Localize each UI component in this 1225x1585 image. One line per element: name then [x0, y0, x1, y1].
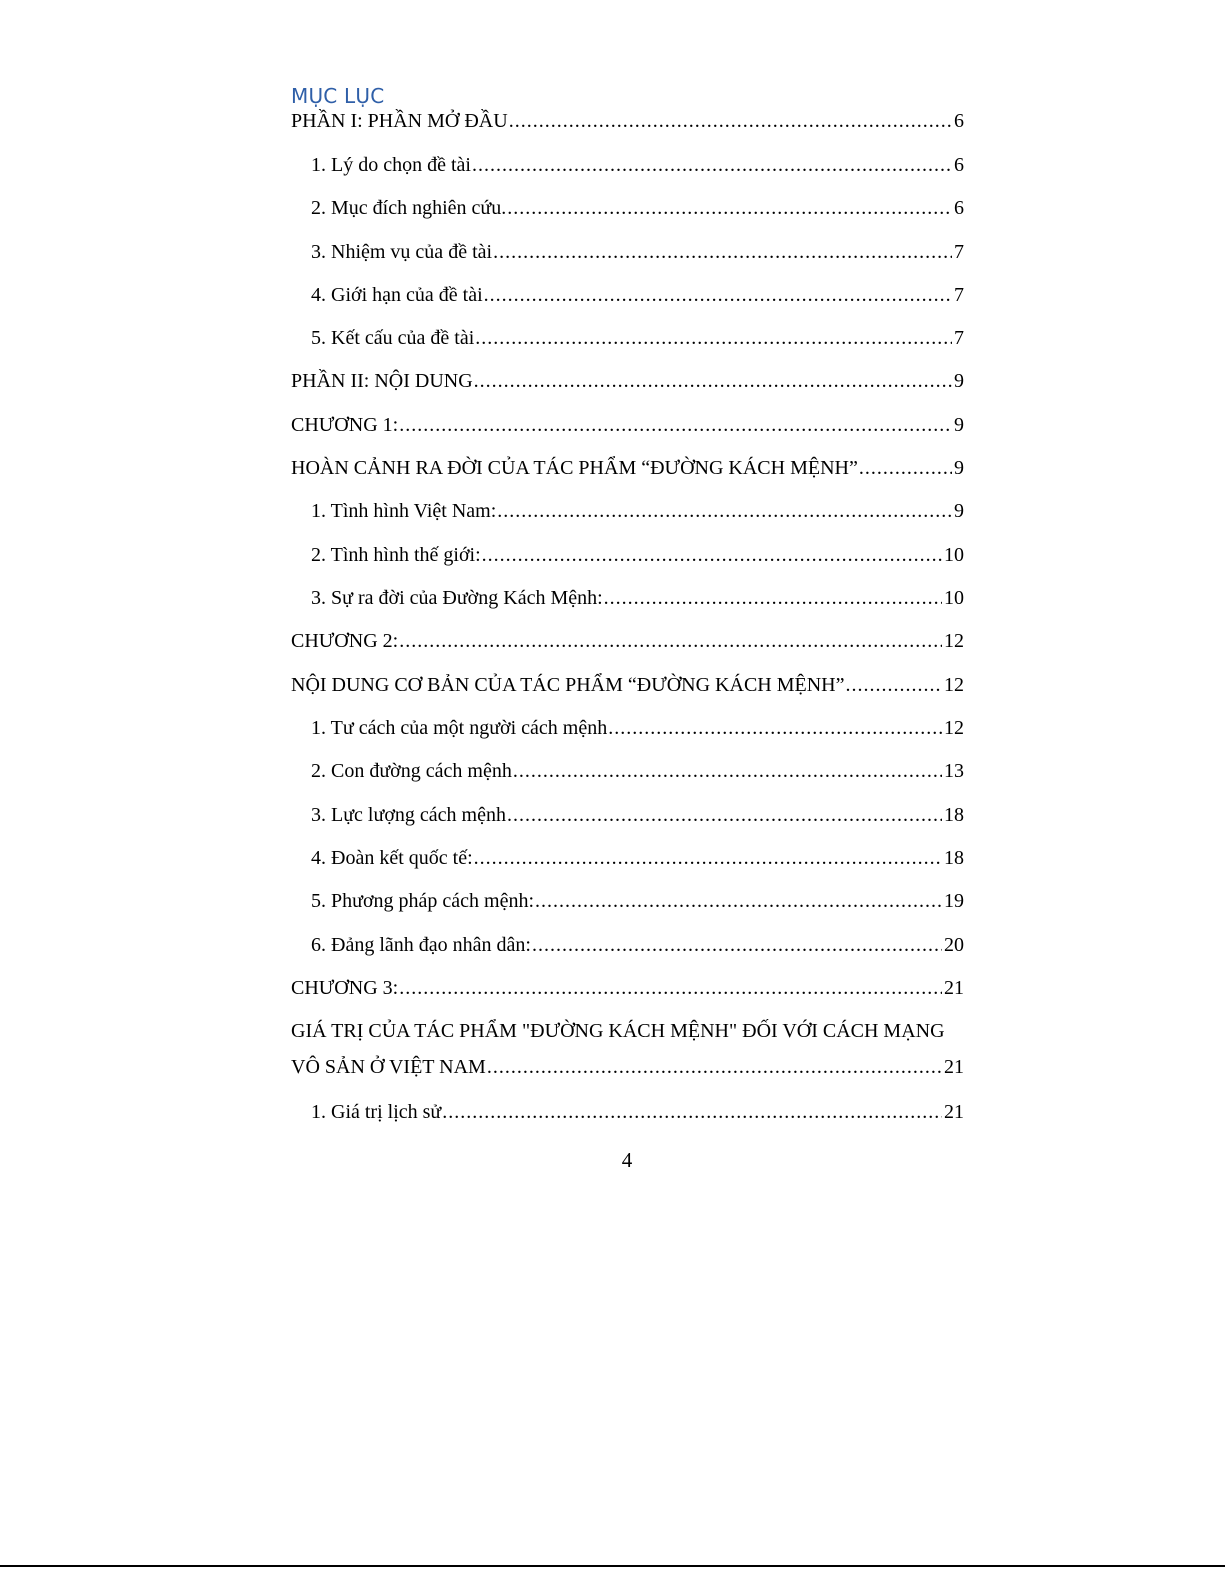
toc-entry-title: 5. Kết cấu của đề tài	[311, 327, 475, 349]
toc-entry-page: 9	[954, 414, 964, 436]
toc-entry-line1[interactable]	[291, 1020, 964, 1050]
dot-leader	[507, 804, 942, 827]
toc-entry[interactable]	[291, 717, 964, 747]
dot-leader	[399, 630, 942, 653]
toc-entry[interactable]	[291, 154, 964, 184]
dot-leader	[507, 197, 952, 220]
toc-entry-page: 18	[944, 847, 964, 869]
dot-leader	[859, 457, 952, 480]
dot-leader	[484, 284, 952, 307]
dot-leader	[608, 717, 942, 740]
toc-entry[interactable]	[291, 804, 964, 834]
toc-entry-title: CHƯƠNG 1:	[291, 414, 399, 436]
toc-entry[interactable]	[291, 327, 964, 357]
toc-entry[interactable]	[291, 1101, 964, 1131]
toc-entry[interactable]	[291, 934, 964, 964]
toc-entry[interactable]	[291, 457, 964, 487]
toc-entry-page: 12	[944, 630, 964, 652]
toc-heading: MỤC LỤC	[291, 84, 385, 108]
toc-entry-page: 18	[944, 804, 964, 826]
toc-entry-title: 3. Lực lượng cách mệnh	[311, 804, 506, 826]
toc-entry[interactable]	[291, 544, 964, 574]
toc-entry[interactable]	[291, 630, 964, 660]
dot-leader	[535, 890, 942, 913]
toc-entry-title: 1. Lý do chọn đề tài	[311, 154, 471, 176]
toc-entry[interactable]	[291, 370, 964, 400]
toc-entry-page: 12	[944, 674, 964, 696]
toc-entry-title: 1. Tình hình Việt Nam:	[311, 500, 497, 522]
toc-entry-title: 3. Sự ra đời của Đường Kách Mệnh:	[311, 587, 603, 609]
toc-entry[interactable]	[291, 241, 964, 271]
dot-leader	[399, 414, 952, 437]
toc-entry-page: 10	[944, 587, 964, 609]
toc-entry[interactable]	[291, 284, 964, 314]
dot-leader	[474, 847, 942, 870]
toc-entry-page: 13	[944, 760, 964, 782]
toc-entry[interactable]	[291, 500, 964, 530]
toc-entry-title: 2. Con đường cách mệnh	[311, 760, 512, 782]
page-number: 4	[621, 1148, 633, 1172]
toc-entry[interactable]	[291, 197, 964, 227]
toc-entry-page: 6	[954, 110, 964, 132]
toc-entry-page: 7	[954, 241, 964, 263]
dot-leader	[475, 327, 952, 350]
dot-leader	[472, 154, 952, 177]
toc-entry[interactable]	[291, 977, 964, 1007]
dot-leader	[487, 1056, 942, 1079]
toc-entry-title: 3. Nhiệm vụ của đề tài	[311, 241, 493, 263]
dot-leader	[513, 760, 942, 783]
toc-entry[interactable]	[291, 1056, 964, 1086]
toc-entry[interactable]	[291, 847, 964, 877]
toc-entry-title: 2. Mục đích nghiên cứu.	[311, 197, 507, 219]
toc-entry-page: 9	[954, 500, 964, 522]
dot-leader	[399, 977, 942, 1000]
toc-entry-page: 6	[954, 154, 964, 176]
dot-leader	[442, 1101, 942, 1124]
toc-entry-title: CHƯƠNG 3:	[291, 977, 399, 999]
toc-entry-page: 9	[954, 370, 964, 392]
toc-entry-title: 4. Giới hạn của đề tài	[311, 284, 483, 306]
toc-entry[interactable]	[291, 414, 964, 444]
toc-entry-title: CHƯƠNG 2:	[291, 630, 399, 652]
toc-entry-title: VÔ SẢN Ở VIỆT NAM	[291, 1056, 486, 1078]
toc-entry-title: PHẦN II: NỘI DUNG	[291, 370, 473, 392]
toc-entry-page: 19	[944, 890, 964, 912]
dot-leader	[604, 587, 942, 610]
dot-leader	[509, 110, 952, 133]
toc-entry-page: 12	[944, 717, 964, 739]
toc-entry-page: 10	[944, 544, 964, 566]
dot-leader	[474, 370, 952, 393]
toc-entry-title: 5. Phương pháp cách mệnh:	[311, 890, 535, 912]
page-bottom-border	[0, 1565, 1225, 1567]
dot-leader	[482, 544, 942, 567]
toc-entry[interactable]	[291, 890, 964, 920]
toc-entry-page: 7	[954, 327, 964, 349]
toc-entry-title: NỘI DUNG CƠ BẢN CỦA TÁC PHẨM “ĐƯỜNG KÁCH MỆNH”	[291, 674, 845, 696]
toc-entry-page: 21	[944, 1101, 964, 1123]
toc-entry[interactable]	[291, 587, 964, 617]
dot-leader	[532, 934, 942, 957]
toc-entry-page: 6	[954, 197, 964, 219]
dot-leader	[493, 241, 952, 264]
toc-entry-page: 7	[954, 284, 964, 306]
toc-entry-title: GIÁ TRỊ CỦA TÁC PHẨM "ĐƯỜNG KÁCH MỆNH" ĐỐI VỚI CÁCH MẠNG	[291, 1020, 945, 1042]
toc-entry[interactable]	[291, 674, 964, 704]
toc-entry-title: 2. Tình hình thế giới:	[311, 544, 481, 566]
toc-entry-title: 4. Đoàn kết quốc tế:	[311, 847, 473, 869]
toc-entry-page: 20	[944, 934, 964, 956]
dot-leader	[846, 674, 943, 697]
toc-entry-page: 9	[954, 457, 964, 479]
toc-entry-title: PHẦN I: PHẦN MỞ ĐẦU	[291, 110, 508, 132]
toc-entry[interactable]	[291, 760, 964, 790]
toc-entry-page: 21	[944, 1056, 964, 1078]
toc-entry-title: 6. Đảng lãnh đạo nhân dân:	[311, 934, 531, 956]
dot-leader	[497, 500, 952, 523]
toc-entry-title: HOÀN CẢNH RA ĐỜI CỦA TÁC PHẨM “ĐƯỜNG KÁCH MỆNH”	[291, 457, 858, 479]
toc-entry[interactable]	[291, 110, 964, 140]
toc-entry-title: 1. Tư cách của một người cách mệnh	[311, 717, 608, 739]
toc-entry-title: 1. Giá trị lịch sử	[311, 1101, 442, 1123]
toc-entry-page: 21	[944, 977, 964, 999]
